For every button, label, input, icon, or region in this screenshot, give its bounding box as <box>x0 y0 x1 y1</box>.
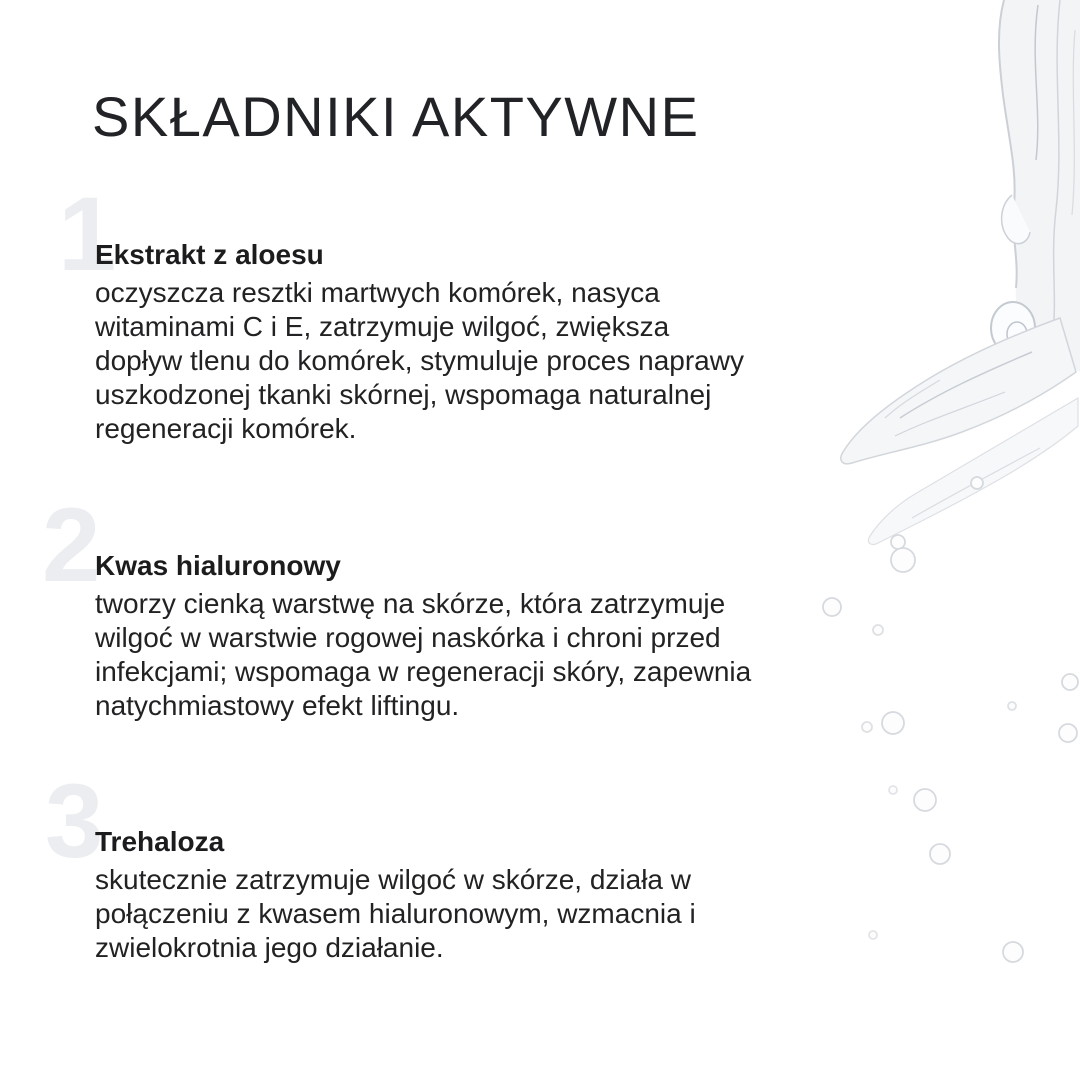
ingredient-heading: Trehaloza <box>95 826 225 857</box>
section-number-watermark: 3 <box>45 763 104 880</box>
page-title: SKŁADNIKI AKTYWNE <box>92 85 700 148</box>
ingredient-heading: Kwas hialuronowy <box>95 550 341 581</box>
section-number-watermark: 2 <box>42 487 101 604</box>
ingredient-description: oczyszcza resztki martwych komórek, nasyca witaminami C i E, zatrzymuje wilgoć, zwiększa dopływ tlenu do komórek, stymuluje proces naprawy uszkodzonej tkanki skórnej, wspomaga naturalnej regeneracji komórek. <box>95 277 744 444</box>
ingredient-section-trehalose <box>45 763 785 965</box>
ingredient-heading: Ekstrakt z aloesu <box>95 239 324 270</box>
ingredient-section-hyaluronic-acid <box>42 487 810 723</box>
section-number-watermark: 1 <box>58 176 117 293</box>
ingredient-description: skutecznie zatrzymuje wilgoć w skórze, działa w połączeniu z kwasem hialuronowym, wzmacnia i zwielokrotnia jego działanie. <box>95 864 696 963</box>
ingredient-section-aloe <box>58 176 755 446</box>
ingredient-description: tworzy cienką warstwę na skórze, która zatrzymuje wilgoć w warstwie rogowej naskórka i chroni przed infekcjami; wspomaga w regeneracji skóry, zapewnia natychmiastowy efekt liftingu. <box>95 588 752 721</box>
